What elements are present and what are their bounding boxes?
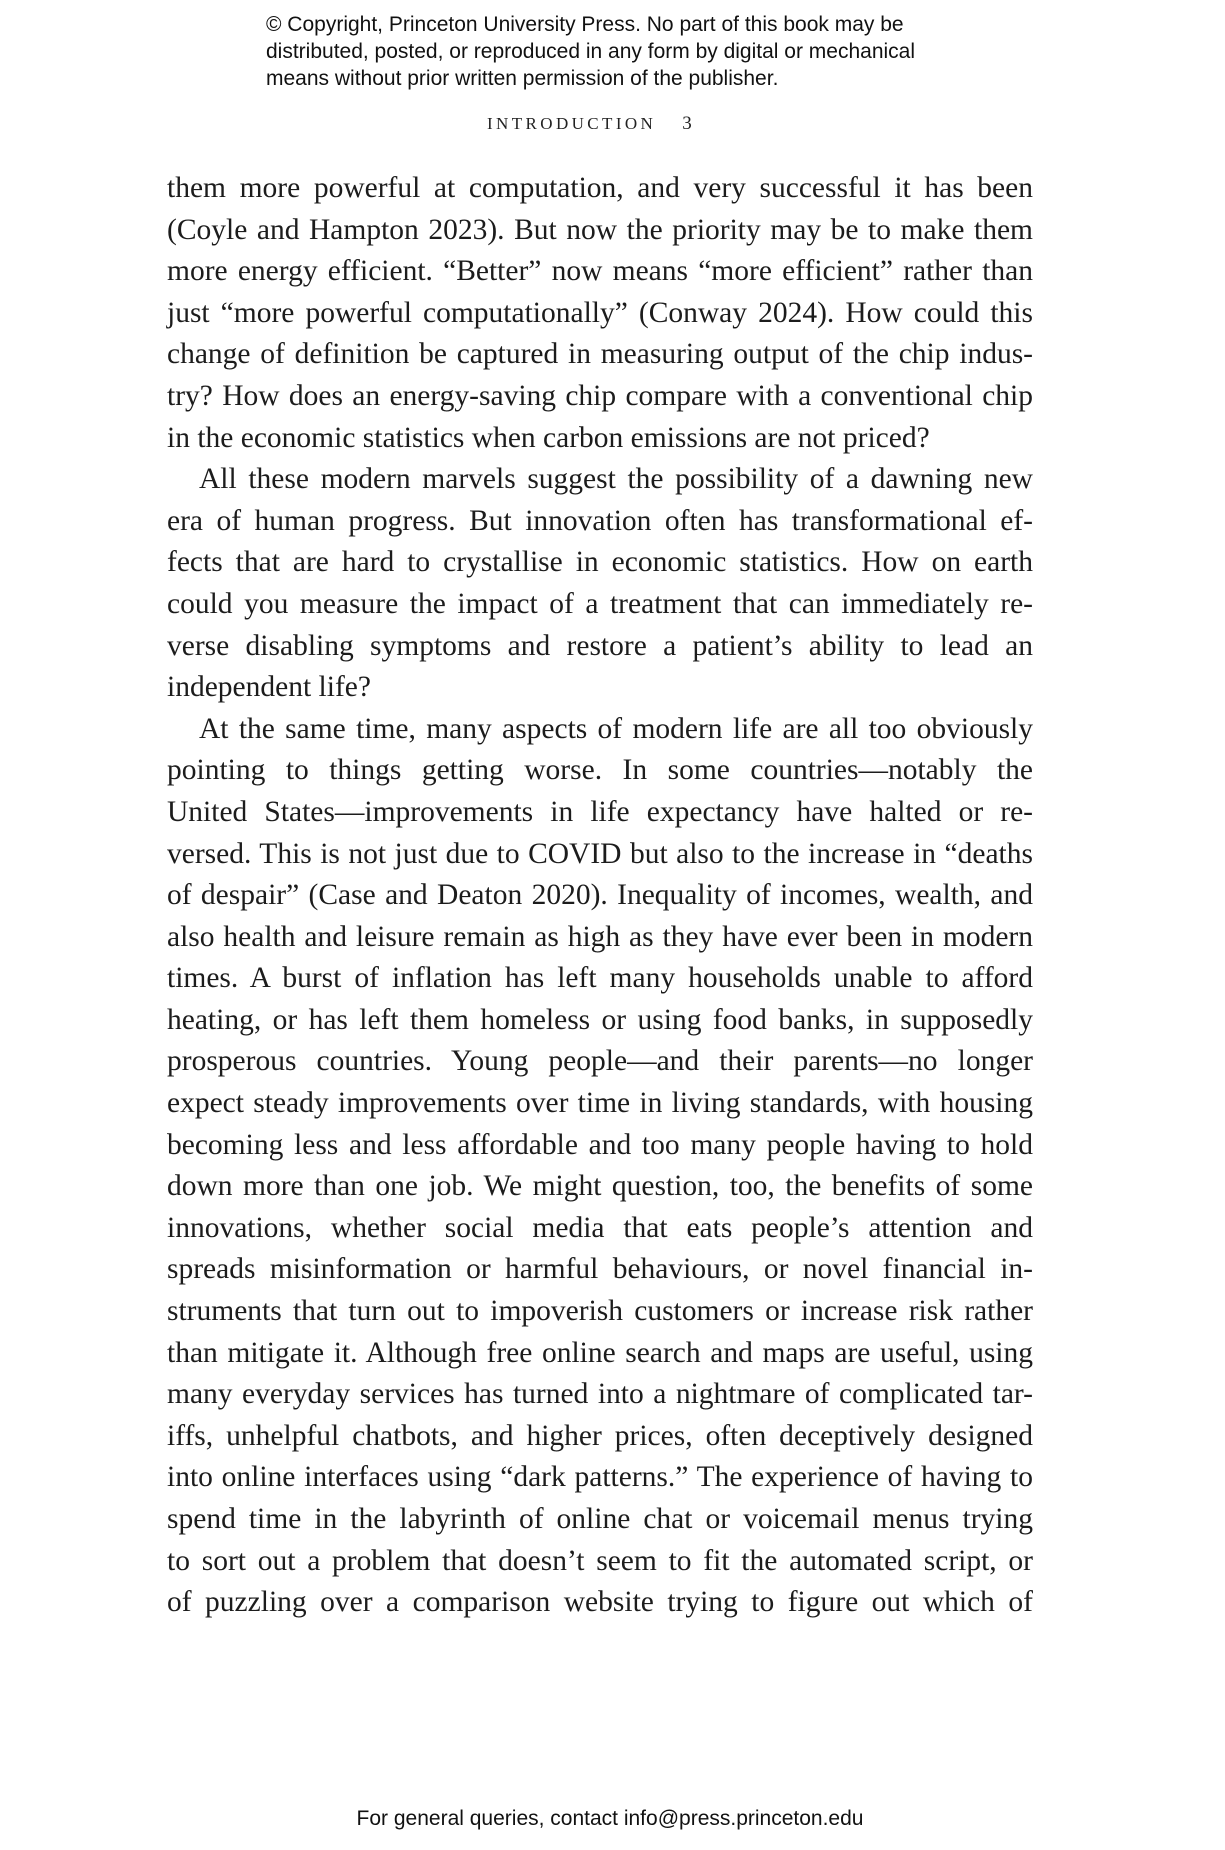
copyright-line: means without prior written permission of the publisher. — [266, 67, 779, 90]
text-line: more energy efficient. “Better” now means “more efficient” rather than — [167, 255, 1033, 288]
text-line: also health and leisure remain as high as they have ever been in modern — [167, 920, 1033, 953]
text-line: independent life? — [167, 671, 371, 704]
running-head — [487, 112, 692, 136]
text-line: of despair” (Case and Deaton 2020). Inequality of incomes, wealth, and — [167, 879, 1033, 912]
text-line: fects that are hard to crystallise in economic statistics. How on earth — [167, 546, 1033, 579]
text-line: into online interfaces using “dark patterns.” The experience of having to — [167, 1461, 1033, 1494]
text-line: them more powerful at computation, and very successful it has been — [167, 172, 1033, 204]
text-line: in the economic statistics when carbon emissions are not priced? — [167, 421, 930, 454]
text-line: times. A burst of inflation has left many households unable to afford — [167, 962, 1033, 995]
body-text — [167, 168, 1033, 1624]
paragraph — [167, 709, 1033, 1624]
text-line: All these modern marvels suggest the possibility of a dawning new — [199, 463, 1033, 496]
footer — [0, 1806, 1225, 1832]
text-line: verse disabling symptoms and restore a patient’s ability to lead an — [167, 629, 1033, 662]
text-line: change of definition be captured in measuring output of the chip indus- — [167, 338, 1033, 371]
paragraph — [167, 459, 1033, 709]
contact-notice: For general queries, contact info@press.princeton.edu — [356, 1807, 864, 1830]
paragraph — [167, 168, 1033, 459]
page-number: 3 — [682, 113, 692, 134]
text-line: down more than one job. We might question, too, the benefits of some — [167, 1170, 1033, 1203]
text-line: just “more powerful computationally” (Conway 2024). How could this — [167, 296, 1033, 329]
text-line: could you measure the impact of a treatment that can immediately re- — [167, 587, 1033, 620]
text-line: prosperous countries. Young people—and their parents—no longer — [167, 1045, 1033, 1078]
text-line: At the same time, many aspects of modern life are all too obviously — [199, 712, 1033, 745]
text-line: heating, or has left them homeless or using food banks, in supposedly — [167, 1003, 1033, 1036]
text-line: spreads misinformation or harmful behaviours, or novel financial in- — [167, 1253, 1033, 1286]
text-line: to sort out a problem that doesn’t seem to fit the automated script, or — [167, 1544, 1033, 1577]
text-line: versed. This is not just due to COVID but also to the increase in “deaths — [167, 837, 1033, 870]
text-line: expect steady improvements over time in living standards, with housing — [167, 1087, 1033, 1120]
text-line: many everyday services has turned into a nightmare of complicated tar- — [167, 1378, 1033, 1411]
text-line: United States—improvements in life expectancy have halted or re- — [167, 795, 1033, 828]
text-line: era of human progress. But innovation often has transformational ef- — [167, 504, 1033, 537]
copyright-line: distributed, posted, or reproduced in any form by digital or mechanical — [266, 40, 916, 63]
text-line: innovations, whether social media that eats people’s attention and — [167, 1211, 1033, 1244]
text-line: iffs, unhelpful chatbots, and higher prices, often deceptively designed — [167, 1419, 1033, 1452]
text-line: struments that turn out to impoverish customers or increase risk rather — [167, 1295, 1033, 1328]
copyright-line: © Copyright, Princeton University Press. No part of this book may be — [266, 13, 904, 36]
text-line: of puzzling over a comparison website trying to figure out which of — [167, 1586, 1033, 1619]
text-line: (Coyle and Hampton 2023). But now the priority may be to make them — [167, 213, 1033, 246]
text-line: pointing to things getting worse. In some countries—notably the — [167, 754, 1033, 787]
text-line: becoming less and less affordable and too many people having to hold — [167, 1128, 1033, 1161]
text-line: spend time in the labyrinth of online chat or voicemail menus trying — [167, 1503, 1033, 1535]
text-line: than mitigate it. Although free online search and maps are useful, using — [167, 1336, 1033, 1369]
running-head-section: INTRODUCTION — [487, 114, 657, 133]
copyright-notice — [266, 11, 986, 92]
text-line: try? How does an energy-saving chip compare with a conventional chip — [167, 379, 1033, 412]
